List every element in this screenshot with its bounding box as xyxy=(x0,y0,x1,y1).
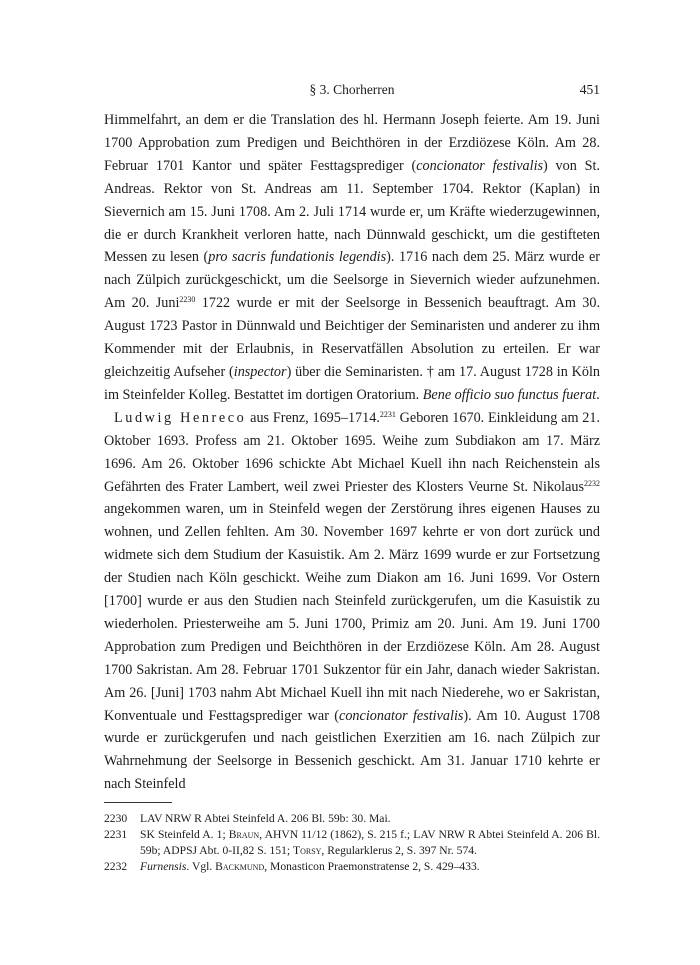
footnote-text: SK Steinfeld A. 1; Braun, AHVN 11/12 (1862), S. 215 f.; LAV NRW R Abtei Steinfeld A. 206 Bl. 59b; ADPSJ Abt. 0-II,82 S. 151; Torsy, Regularklerus 2, S. 397 Nr. 574. xyxy=(140,828,600,858)
footnote-2232 xyxy=(104,859,600,875)
footnote-ref: 2232 xyxy=(584,478,600,488)
book-page xyxy=(104,82,600,875)
footnote-ref: 2231 xyxy=(379,409,396,419)
footnote-text: Furnensis. Vgl. Backmund, Monasticon Praemonstratense 2, S. 429–433. xyxy=(140,860,480,874)
footnote-number: 2232 xyxy=(104,860,128,874)
footnotes xyxy=(104,811,600,875)
footnote-2230 xyxy=(104,811,600,827)
footnote-number: 2230 xyxy=(104,812,128,826)
paragraph-entry-henreco: Ludwig Henreco aus Frenz, 1695–1714.$^{2231}$ Geboren 1670. Einkleidung am 21. Oktober 1693. Profess am 21. Oktober 1695. Weihe zum Subdiakon am 17. März 1696. Am 26. Oktober 1696 schickte Abt Michael Kuell ihn nach Reichenstein als Gefährten des Frater Lambert, weil zwei Priester des Klosters Veurne St. Nikolaus$^{2232}$ angekommen waren, um in Steinfeld wegen der Zerstörung ihres eigenen Hauses zu wohnen, und Zellen fehlten. Am 30. November 1697 kehrte er von dort zurück und widmete sich dem Studium der Kasuistik. Am 2. März 1699 wurde er zur Fortsetzung der Studien nach Köln geschickt. Weihe zum Diakon am 16. Juni 1699. Vor Ostern [1700] wurde er aus den Studien nach Steinfeld zurückgerufen, um die Kasuistik zu wiederholen. Priesterweihe am 5. Juni 1700, Primiz am 20. Juni. Am 19. Juni 1700 Approbation zum Predigen und Beichthören in der Erzdiözese Köln. Am 28. August 1700 Sakristan. Am 28. Februar 1701 Sukzentor für ein Jahr, danach wieder Sakristan. Am 26. [Juni] 1703 nahm Abt Michael Kuell ihn mit nach Niederehe, wo er Sakristan, Konventuale und Festtagsprediger war (concionator festivalis). Am 10. August 1708 wurde er zurückgerufen und nach geistlichen Exerzitien am 16. nach Zülpich zur Wahrnehmung der Seelsorge in Bessenich geschickt. Am 31. Januar 1710 kehrte er nach Steinfeld xyxy=(104,409,600,793)
footnote-ref: 2230 xyxy=(179,295,196,305)
section-title: § 3. Chorherren xyxy=(309,82,395,97)
page-number: 451 xyxy=(579,82,600,97)
paragraph-entry-continued: Himmelfahrt, an dem er die Translation des hl. Hermann Joseph feierte. Am 19. Juni 1700 Approbation zum Predigen und Beichthören in der Erzdiözese Köln. Am 28. Februar 1701 Kantor und später Festtagsprediger (concionator festivalis) von St. Andreas. Rektor von St. Andreas am 11. September 1704. Rektor (Kaplan) in Sievernich am 15. Juni 1708. Am 2. Juli 1714 wurde er, um Kräfte wiederzugewinnen, die er durch Krankheit verloren hatte, nach Dünnwald geschickt, um die gestifteten Messen zu lesen (pro sacris fundationis legendis). 1716 nach dem 25. März wurde er nach Zülpich zurückgeschickt, um die Seelsorge in Sievernich wieder aufzunehmen. Am 20. Juni$^{2230}$ 1722 wurde er mit der Seelsorge in Bessenich beauftragt. Am 30. August 1723 Pastor in Dünnwald und Beichtiger der Seminaristen und anderer zu ihm Kommender mit der Erlaubnis, in Reservatfällen Absolution zu erteilen. Er war gleichzeitig Aufseher (inspector) über die Seminaristen. † am 17. August 1728 in Köln im Steinfelder Kolleg. Bestattet im dortigen Oratorium. Bene officio suo functus fuerat. xyxy=(104,112,600,403)
footnote-2231 xyxy=(104,827,600,859)
footnote-divider xyxy=(104,802,172,803)
footnote-number: 2231 xyxy=(104,828,128,842)
running-header xyxy=(104,82,600,104)
main-text xyxy=(104,109,600,796)
footnote-text: LAV NRW R Abtei Steinfeld A. 206 Bl. 59b: 30. Mai. xyxy=(140,812,391,826)
person-name: Ludwig Henreco xyxy=(114,409,247,426)
